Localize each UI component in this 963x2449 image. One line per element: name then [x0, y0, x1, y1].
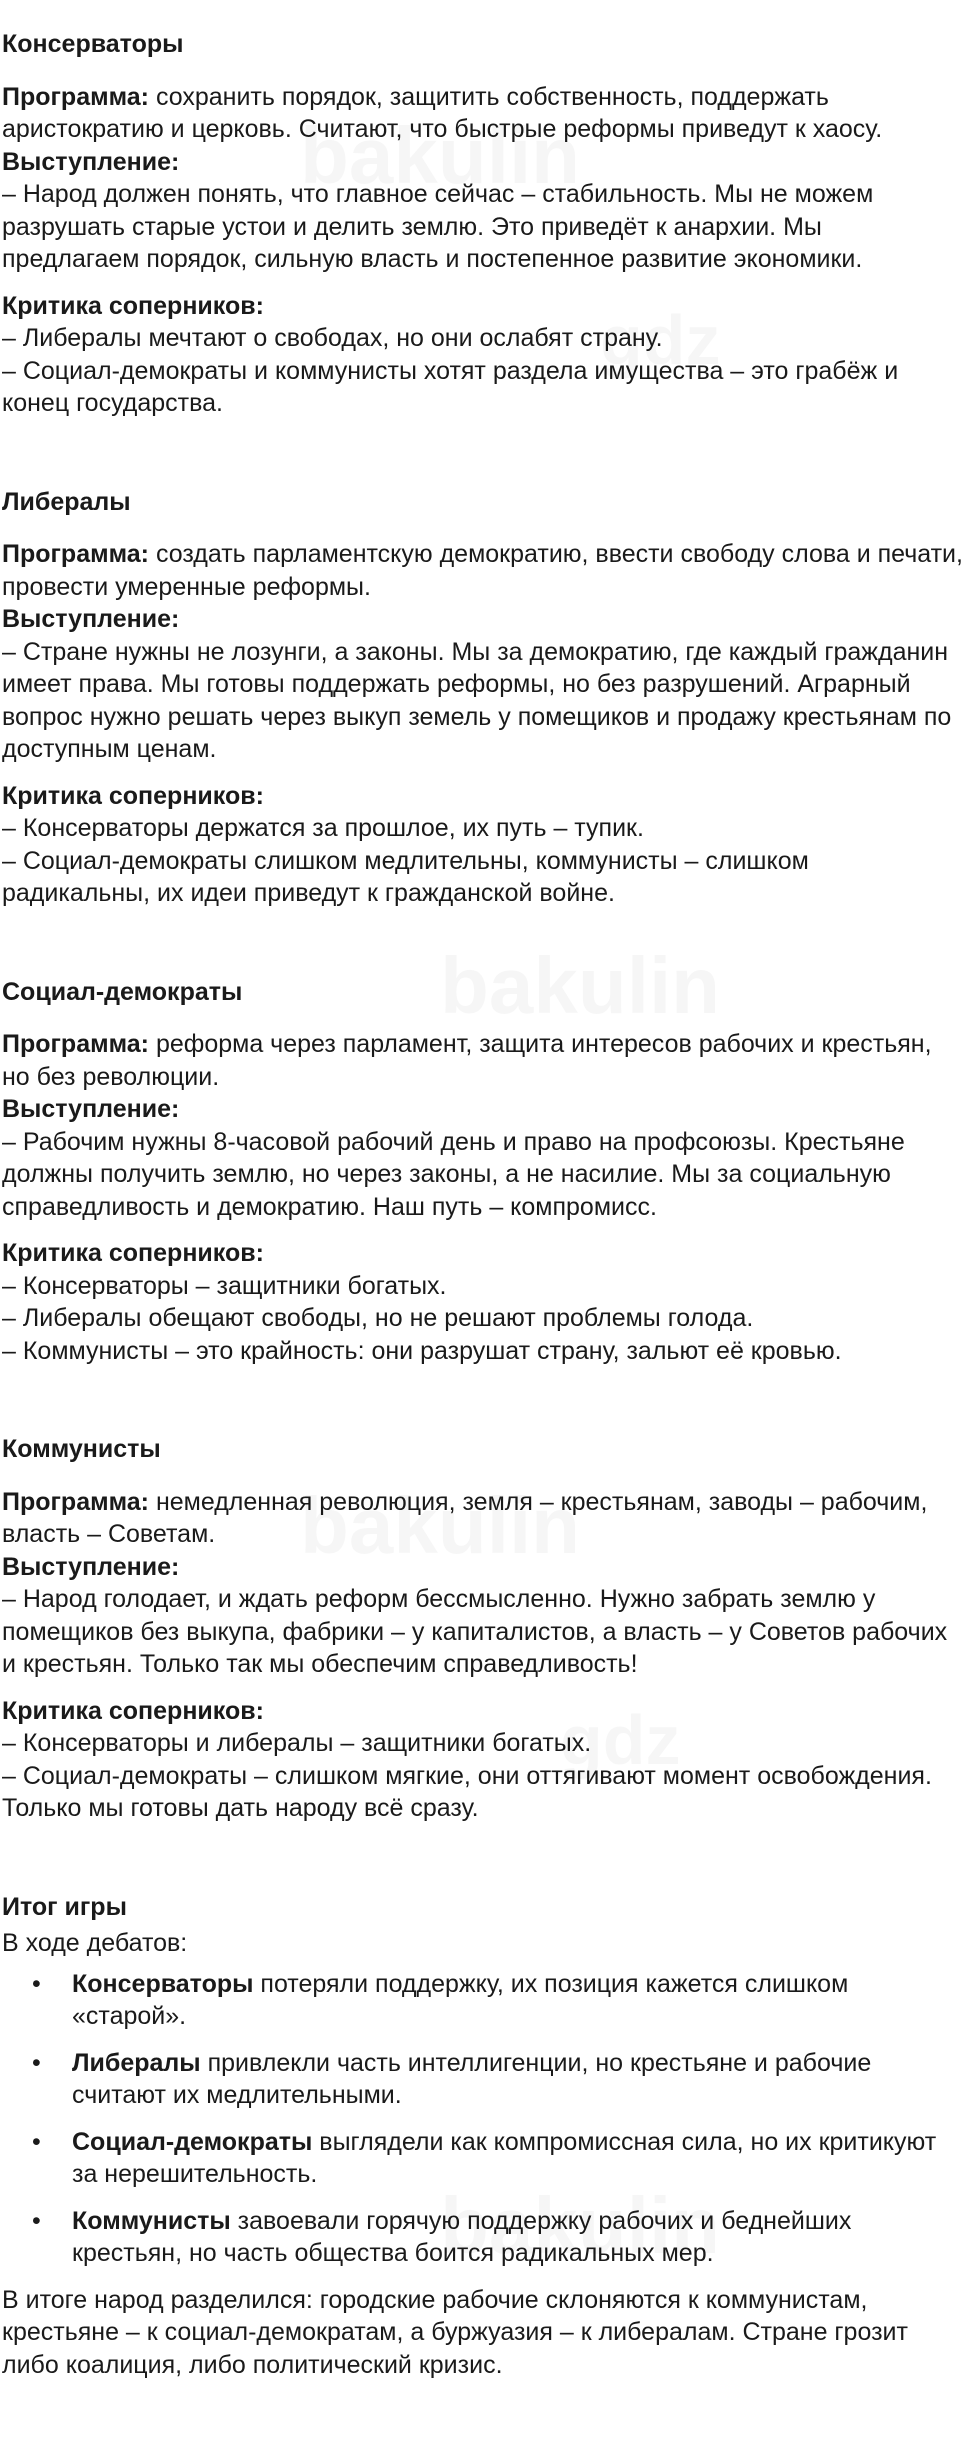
- critique-label: Критика соперников:: [2, 1239, 264, 1267]
- item-text: привлекли часть интеллигенции, но крестьяне и рабочие считают их медлительными.: [72, 2048, 872, 2109]
- critique-label: Критика соперников:: [2, 291, 264, 320]
- critique-line: – Консерваторы держатся за прошлое, их путь – тупик.: [2, 814, 644, 842]
- party-name: Социал-демократы: [72, 2127, 313, 2156]
- item-text: выглядели как компромиссная сила, но их критикуют за нерешительность.: [72, 2127, 937, 2188]
- speech-text: – Народ должен понять, что главное сейчас – стабильность. Мы не можем разрушать старые устои и делить землю. Это приведёт к анархии. Мы предлагаем порядок, сильную власть и постепенное развитие экономики.: [2, 180, 874, 273]
- program-label: Программа:: [2, 540, 149, 568]
- section-heading: Социал-демократы: [2, 977, 243, 1006]
- critique-line: – Социал-демократы – слишком мягкие, они оттягивают момент освобождения. Только мы готовы дать народу всё сразу.: [2, 1761, 932, 1822]
- program-text: реформа через парламент, защита интересов рабочих и крестьян, но без революции.: [2, 1030, 932, 1091]
- program-paragraph: [2, 81, 963, 146]
- party-name: Коммунисты: [72, 2206, 231, 2235]
- speech-text: – Стране нужны не лозунги, а законы. Мы за демократию, где каждый гражданин имеет права. Мы готовы поддержать реформы, но без разрушений. Аграрный вопрос нужно решать через выкуп земель у помещиков и продажу крестьянам по доступным ценам.: [2, 637, 952, 763]
- summary-heading: Итог игры: [2, 1892, 127, 1921]
- section-liberals: [2, 486, 963, 910]
- section-social-democrats: [2, 976, 963, 1368]
- speech-text: – Народ голодает, и ждать реформ бессмысленно. Нужно забрать землю у помещиков без выкупа, фабрики – у капиталистов, а власть – у Советов рабочих и крестьян. Только так мы обеспечим справедливость!: [2, 1585, 948, 1678]
- list-item: [2, 2205, 963, 2270]
- critique-label: Критика соперников:: [2, 1696, 264, 1725]
- speech-label: Выступление:: [2, 147, 180, 176]
- program-label: Программа:: [2, 1030, 149, 1058]
- critique-line: – Консерваторы – защитники богатых.: [2, 1271, 447, 1300]
- program-paragraph: [2, 538, 963, 603]
- bullet-icon: •: [32, 2206, 41, 2235]
- speech-label: Выступление:: [2, 605, 180, 633]
- program-text: создать парламентскую демократию, ввести свободу слова и печати, провести умеренные реформы.: [2, 540, 963, 601]
- bullet-icon: •: [32, 1969, 41, 1998]
- party-name: Либералы: [72, 2048, 201, 2077]
- section-summary: [2, 1891, 963, 2382]
- section-conservatives: [2, 28, 963, 420]
- item-text: завоевали горячую поддержку рабочих и беднейших крестьян, но часть общества боится радикальных мер.: [72, 2206, 852, 2267]
- item-text: потеряли поддержку, их позиция кажется слишком «старой».: [72, 1969, 849, 2030]
- critique-line: – Социал-демократы слишком медлительны, коммунисты – слишком радикальны, их идеи приведут к гражданской войне.: [2, 846, 809, 907]
- list-item: [2, 1968, 963, 2033]
- program-label: Программа:: [2, 1487, 149, 1516]
- program-paragraph: [2, 1028, 963, 1093]
- critique-line: – Коммунисты – это крайность: они разрушат страну, зальют её кровью.: [2, 1336, 842, 1365]
- bullet-icon: •: [32, 2127, 41, 2156]
- program-text: сохранить порядок, защитить собственность, поддержать аристократию и церковь. Считают, что быстрые реформы приведут к хаосу.: [2, 82, 883, 143]
- speech-label: Выступление:: [2, 1552, 180, 1581]
- section-heading: Коммунисты: [2, 1435, 161, 1463]
- critique-line: – Либералы обещают свободы, но не решают проблемы голода.: [2, 1304, 754, 1332]
- section-heading: Консерваторы: [2, 30, 184, 58]
- program-paragraph: [2, 1486, 963, 1551]
- program-label: Программа:: [2, 82, 149, 111]
- list-item: [2, 2126, 963, 2191]
- program-text: немедленная революция, земля – крестьянам, заводы – рабочим, власть – Советам.: [2, 1487, 928, 1548]
- speech-label: Выступление:: [2, 1095, 180, 1123]
- summary-list: [2, 1968, 963, 2270]
- summary-intro: В ходе дебатов:: [2, 1929, 188, 1957]
- critique-label: Критика соперников:: [2, 781, 264, 810]
- critique-line: – Социал-демократы и коммунисты хотят раздела имущества – это грабёж и конец государства.: [2, 356, 899, 417]
- list-item: [2, 2047, 963, 2112]
- critique-line: – Либералы мечтают о свободах, но они ослабят страну.: [2, 324, 663, 352]
- party-name: Консерваторы: [72, 1969, 254, 1998]
- summary-conclusion: В итоге народ разделился: городские рабочие склоняются к коммунистам, крестьяне – к социал-демократам, а буржуазия – к либералам. Стране грозит либо коалиция, либо политический кризис.: [2, 2285, 908, 2379]
- bullet-icon: •: [32, 2048, 41, 2077]
- critique-line: – Консерваторы и либералы – защитники богатых.: [2, 1729, 592, 1757]
- section-heading: Либералы: [2, 487, 131, 516]
- speech-text: – Рабочим нужны 8-часовой рабочий день и право на профсоюзы. Крестьяне должны получить землю, но через законы, а не насилие. Мы за социальную справедливость и демократию. Наш путь – компромисс.: [2, 1127, 905, 1221]
- section-communists: [2, 1433, 963, 1825]
